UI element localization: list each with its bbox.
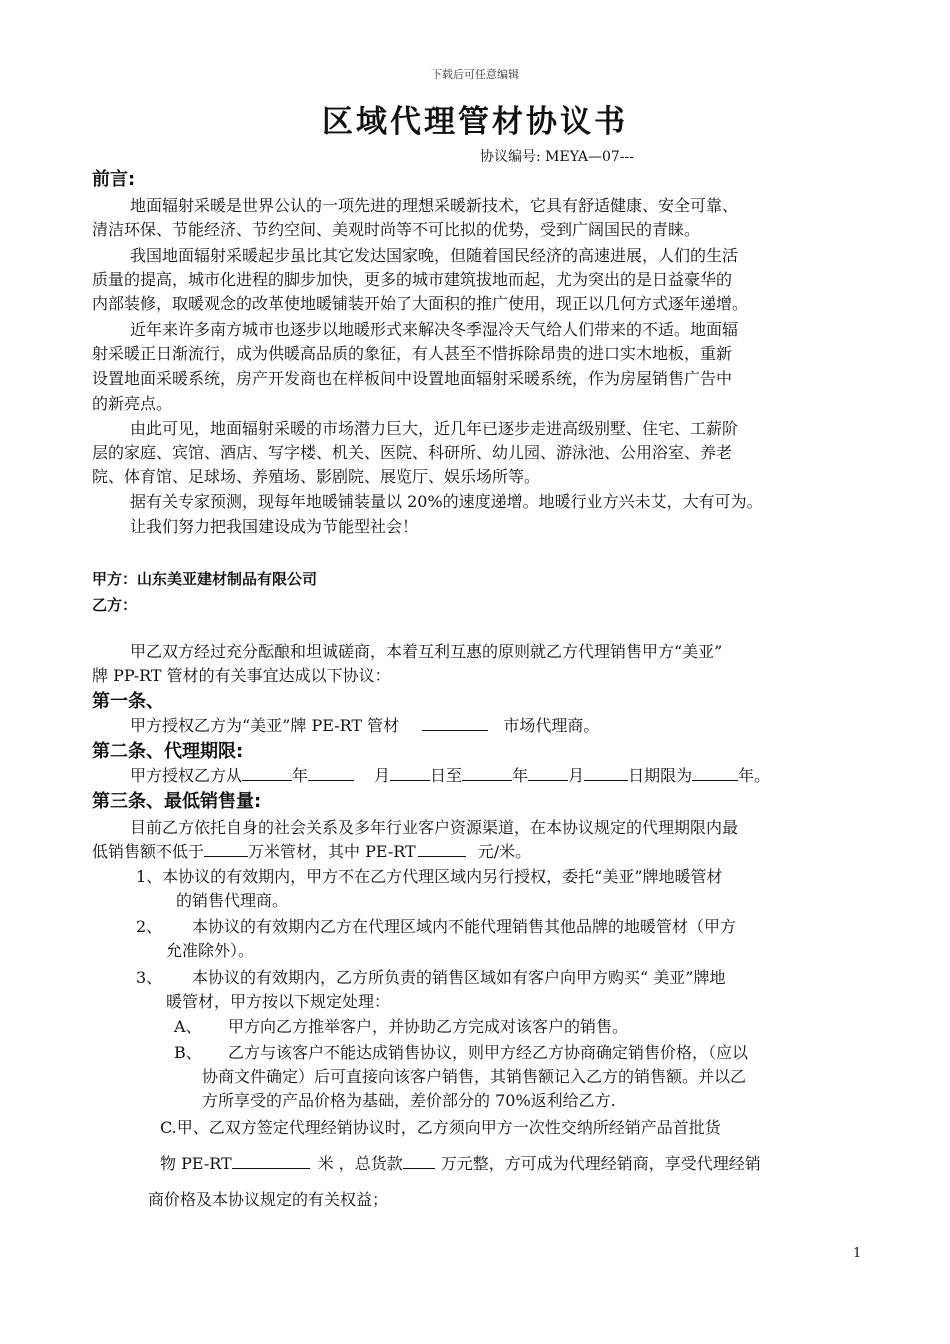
first-batch-quantity-blank[interactable] <box>232 1152 310 1169</box>
preface-line: 设置地面采暖系统，房产开发商也在样板间中设置地面辐射采暖系统，作为房屋销售广告中 <box>92 369 733 388</box>
itemC-line: C.甲、乙双方签定代理经销协议时，乙方须向甲方一次性交纳所经销产品首批货 <box>160 1118 721 1137</box>
preface-line: 地面辐射采暖是世界公认的一项先进的理想采暖新技术，它具有舒适健康、安全可靠、 <box>130 196 739 215</box>
article1-text <box>130 714 905 738</box>
preface-line: 由此可见，地面辐射采暖的市场潜力巨大，近几年已逐步走进高级别墅、住宅、工薪阶 <box>130 419 739 438</box>
article3-text: 元/米。 <box>477 842 532 861</box>
preface-line: 层的家庭、宾馆、酒店、写字楼、机关、医院、科研所、幼儿园、游泳池、公用浴室、养老 <box>92 443 733 462</box>
preface-heading: 前言: <box>92 169 136 190</box>
preface-line: 近年来许多南方城市也逐步以地暖形式来解决冬季湿冷天气给人们带来的不适。地面辐 <box>130 320 739 339</box>
preface-line: 我国地面辐射采暖起步虽比其它发达国家晚，但随着国民经济的高速进展，人们的生活 <box>130 246 739 265</box>
preface-line: 据有关专家预测，现每年地暖铺装量以 20%的速度递增。地暖行业方兴未艾，大有可为。 <box>130 492 763 511</box>
price-blank[interactable] <box>418 840 466 857</box>
itemC-text: 物 PE-RT <box>160 1154 232 1173</box>
article3-line <box>92 840 867 864</box>
min-sales-blank[interactable] <box>204 840 248 857</box>
itemB-line: 协商文件确定）后可直接向该客户销售，其销售额记入乙方的销售额。并以乙 <box>202 1067 747 1086</box>
itemA-line: 甲方向乙方推举客户，并协助乙方完成对该客户的销售。 <box>228 1017 629 1036</box>
preface-line: 质量的提高，城市化进程的脚步加快，更多的城市建筑拔地而起，尤为突出的是日益豪华的 <box>92 270 733 289</box>
article2-part: 日至 <box>430 766 463 785</box>
document-title: 区域代理管材协议书 <box>322 104 628 140</box>
itemB-line: 乙方与该客户不能达成销售协议，则甲方经乙方协商确定销售价格，（应以 <box>228 1043 749 1062</box>
item2-number: 2、 <box>136 917 163 936</box>
article2-part: 甲方授权乙方从 <box>130 766 243 785</box>
party-a: 甲方：山东美亚建材制品有限公司 <box>92 570 318 588</box>
intro-line: 甲乙双方经过充分酝酿和坦诚磋商，本着互利互惠的原则就乙方代理销售甲方“美亚” <box>130 642 723 661</box>
article3-text: 万米管材，其中 PE-RT <box>248 842 416 861</box>
preface-line: 院、体育馆、足球场、养殖场、影剧院、展览厅、娱乐场所等。 <box>92 467 541 486</box>
article2-text <box>130 764 905 788</box>
start-year-blank[interactable] <box>242 764 292 781</box>
article2-part: 日期限为 <box>628 766 693 785</box>
total-payment-blank[interactable] <box>403 1152 435 1169</box>
end-year-blank[interactable] <box>462 764 512 781</box>
region-blank[interactable] <box>422 714 488 731</box>
preface-line: 的新亮点。 <box>92 394 173 413</box>
start-month-blank[interactable] <box>308 764 354 781</box>
itemB-line: 方所享受的产品价格为基础，差价部分的 70%返利给乙方. <box>202 1091 616 1110</box>
preface-line: 清洁环保、节能经济、节约空间、美观时尚等不可比拟的优势，受到广阔国民的青睐。 <box>92 220 701 239</box>
period-years-blank[interactable] <box>692 764 738 781</box>
item3-line: 本协议的有效期内，乙方所负责的销售区域如有客户向甲方购买“ 美亚”牌地 <box>192 968 726 987</box>
preface-line: 射采暖正日渐流行，成为供暖高品质的象征，有人甚至不惜拆除昂贵的进口实木地板，重新 <box>92 344 733 363</box>
itemB-label: B、 <box>174 1043 202 1062</box>
item2-line: 允准除外）。 <box>166 941 255 960</box>
end-day-blank[interactable] <box>584 764 628 781</box>
article3-text: 低销售额不低于 <box>92 842 205 861</box>
article2-part: 月 <box>374 766 391 785</box>
item2-line: 本协议的有效期内乙方在代理区域内不能代理销售其他品牌的地暖管材（甲方 <box>192 917 737 936</box>
itemA-label: A、 <box>174 1017 202 1036</box>
article2-part: 年。 <box>738 766 771 785</box>
article1-text-a: 甲方授权乙方为“美亚”牌 PE-RT 管材 <box>130 716 400 735</box>
preface-line: 让我们努力把我国建设成为节能型社会！ <box>130 517 419 536</box>
itemC-text: 米 ，总货款 <box>317 1154 403 1173</box>
article2-part: 年 <box>512 766 529 785</box>
header-note: 下载后可任意编辑 <box>431 68 519 81</box>
article3-heading: 第三条、最低销售量: <box>92 791 262 812</box>
article2-heading: 第二条、代理期限: <box>92 741 244 762</box>
document-number: 协议编号: MEYA—07--- <box>480 149 634 165</box>
article1-text-b: 市场代理商。 <box>503 716 600 735</box>
article2-part: 月 <box>568 766 585 785</box>
itemC-line <box>160 1152 935 1176</box>
article2-part: 年 <box>292 766 309 785</box>
preface-line: 内部装修，取暖观念的改革使地暖铺装开始了大面积的推广使用，现正以几何方式逐年递增。 <box>92 294 749 313</box>
end-month-blank[interactable] <box>528 764 568 781</box>
page-number: 1 <box>853 1246 862 1261</box>
item1-line: 的销售代理商。 <box>176 891 289 910</box>
itemC-text: 万元整，方可成为代理经销商，享受代理经销 <box>440 1154 761 1173</box>
item3-line: 暖管材，甲方按以下规定处理： <box>166 992 391 1011</box>
start-day-blank[interactable] <box>390 764 430 781</box>
intro-line: 牌 PP-RT 管材的有关事宜达成以下协议： <box>92 666 391 685</box>
article1-heading: 第一条、 <box>92 691 164 712</box>
party-b: 乙方： <box>92 596 138 614</box>
article3-line: 目前乙方依托自身的社会关系及多年行业客户资源渠道，在本协议规定的代理期限内最 <box>130 818 739 837</box>
item1-line: 1、本协议的有效期内，甲方不在乙方代理区域内另行授权，委托“美亚”牌地暖管材 <box>136 867 723 886</box>
item3-number: 3、 <box>136 968 163 987</box>
itemC-line: 商价格及本协议规定的有关权益； <box>148 1190 389 1209</box>
